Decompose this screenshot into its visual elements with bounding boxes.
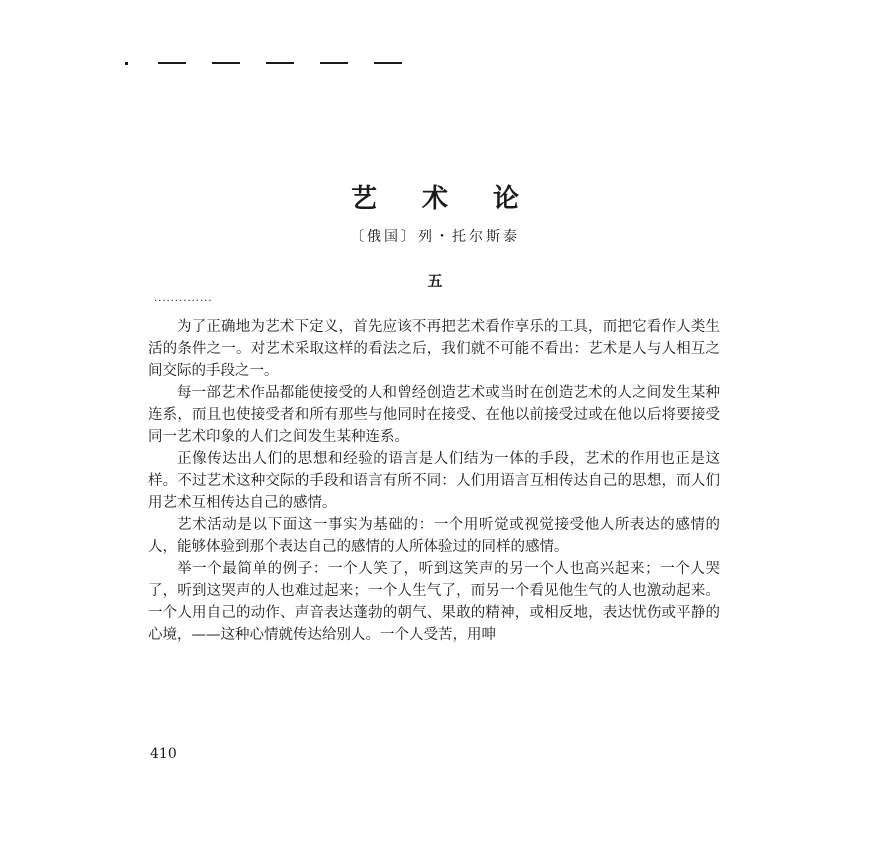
paragraph-3: 正像传达出人们的思想和经验的语言是人们结为一体的手段，艺术的作用也正是这样。不过艺术这种交际的手段和语言有所不同：人们用语言互相传达自己的思想，而人们用艺术互相传达自己的感情。 [148, 451, 720, 511]
dotted-separator: ·············· [154, 296, 213, 307]
body-text [148, 316, 720, 646]
top-rule-5 [374, 62, 402, 64]
top-rule-2 [212, 62, 240, 64]
top-rule-3 [266, 62, 294, 64]
paragraph-4: 艺术活动是以下面这一事实为基础的：一个用听觉或视觉接受他人所表达的感情的人，能够体验到那个表达自己的感情的人所体验过的同样的感情。 [148, 517, 720, 555]
top-rule-1 [158, 62, 186, 64]
paragraph-5: 举一个最简单的例子：一个人笑了，听到这笑声的另一个人也高兴起来；一个人哭了，听到这哭声的人也难过起来；一个人生气了，而另一个看见他生气的人也激动起来。一个人用自己的动作、声音表达蓬勃的朝气、果敢的精神，或相反地，表达忧伤或平静的心境，——这种心情就传达给别人。一个人受苦，用呻 [148, 561, 720, 643]
author-line: 〔俄国〕列・托尔斯泰 [350, 229, 520, 245]
page-title: 艺 术 论 [350, 184, 538, 214]
page-number: 410 [150, 746, 177, 762]
top-rule-4 [320, 62, 348, 64]
section-number: 五 [427, 272, 443, 290]
corner-mark [125, 62, 128, 65]
paragraph-2: 每一部艺术作品都能使接受的人和曾经创造艺术或当时在创造艺术的人之间发生某种连系，而且也使接受者和所有那些与他同时在接受、在他以前接受过或在他以后将要接受同一艺术印象的人们之间发生某种连系。 [148, 385, 720, 445]
paragraph-1: 为了正确地为艺术下定义，首先应该不再把艺术看作享乐的工具，而把它看作人类生活的条件之一。对艺术采取这样的看法之后，我们就不可能不看出：艺术是人与人相互之间交际的手段之一。 [148, 319, 720, 379]
